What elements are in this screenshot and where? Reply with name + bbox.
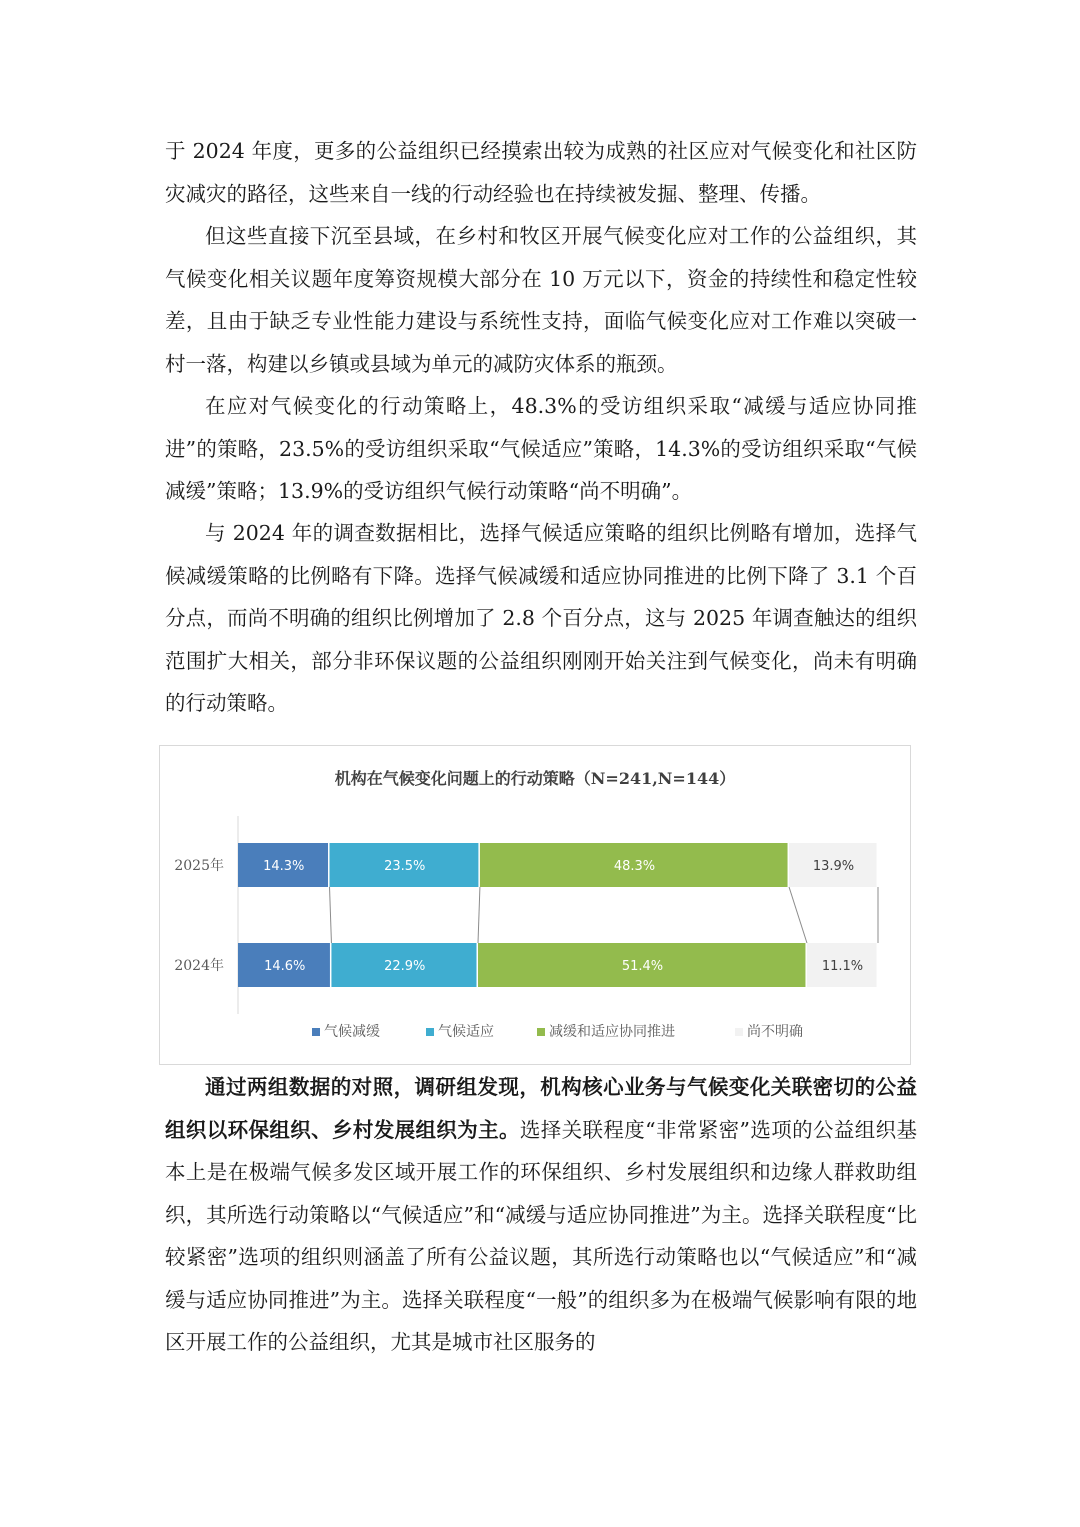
chart-legend xyxy=(160,1021,910,1041)
series-connector-line xyxy=(478,887,480,943)
data-label: 11.1% xyxy=(821,959,864,974)
paragraph-5-emphasis: 通过两组数据的对照，调研组发现，机构核心业务与气候变化关联密切的公益组织以环保组织、乡村发展组织为主。 xyxy=(165,1075,917,1142)
legend-label: 尚不明确 xyxy=(747,1024,803,1040)
paragraph-4: 与 2024 年的调查数据相比，选择气候适应策略的组织比例略有增加，选择气候减缓策略的比例略有下降。选择气候减缓和适应协同推进的比例下降了 3.1 个百分点，而尚不明确的组织比例增加了 2.8 个百分点，这与 2025 年调查触达的组织范围扩大相关，部分非环保议题的公益组织刚刚开始关注到气候变化，尚未有明确的行动策略。 xyxy=(165,521,917,715)
legend-label: 气候减缓 xyxy=(324,1024,380,1040)
data-label: 48.3% xyxy=(613,859,656,874)
series-connector-line xyxy=(330,887,332,943)
data-label: 14.3% xyxy=(263,859,305,874)
paragraph-1: 于 2024 年度，更多的公益组织已经摸索出较为成熟的社区应对气候变化和社区防灾减灾的路径，这些来自一线的行动经验也在持续被发掘、整理、传播。 xyxy=(165,139,917,206)
paragraph-3: 在应对气候变化的行动策略上，48.3%的受访组织采取“减缓与适应协同推进”的策略，23.5%的受访组织采取“气候适应”策略，14.3%的受访组织采取“气候减缓”策略；13.9%的受访组织气候行动策略“尚不明确”。 xyxy=(165,394,917,503)
category-label: 2025年 xyxy=(174,858,224,874)
paragraph-2: 但这些直接下沉至县域，在乡村和牧区开展气候变化应对工作的公益组织，其气候变化相关议题年度筹资规模大部分在 10 万元以下，资金的持续性和稳定性较差，且由于缺乏专业性能力建设与系统性支持，面临气候变化应对工作难以突破一村一落，构建以乡镇或县域为单元的减防灾体系的瓶颈。 xyxy=(165,224,917,376)
data-label: 51.4% xyxy=(621,959,664,974)
legend-item xyxy=(537,1021,675,1041)
legend-swatch xyxy=(426,1028,434,1036)
data-label: 22.9% xyxy=(384,959,426,974)
legend-item xyxy=(312,1021,380,1041)
data-label: 13.9% xyxy=(812,859,855,874)
legend-label: 减缓和适应协同推进 xyxy=(549,1024,675,1040)
chart-title: 机构在气候变化问题上的行动策略（N=241,N=144） xyxy=(334,769,736,788)
legend-item xyxy=(735,1021,803,1041)
legend-label: 气候适应 xyxy=(438,1024,494,1040)
legend-swatch xyxy=(312,1028,320,1036)
data-label: 23.5% xyxy=(384,859,426,874)
legend-item xyxy=(426,1021,494,1041)
data-label: 14.6% xyxy=(264,959,306,974)
category-label: 2024年 xyxy=(174,958,224,974)
legend-swatch xyxy=(735,1028,743,1036)
paragraph-5-body: 选择关联程度“非常紧密”选项的公益组织基本上是在极端气候多发区域开展工作的环保组织、乡村发展组织和边缘人群救助组织，其所选行动策略以“气候适应”和“减缓与适应协同推进”为主。选择关联程度“比较紧密”选项的组织则涵盖了所有公益议题，其所选行动策略也以“气候适应”和“减缓与适应协同推进”为主。选择关联程度“一般”的组织多为在极端气候影响有限的地区开展工作的公益组织，尤其是城市社区服务的 xyxy=(165,1117,917,1354)
legend-swatch xyxy=(537,1028,545,1036)
paragraph-5 xyxy=(165,1066,917,1364)
series-connector-line xyxy=(789,887,807,943)
chart-plot xyxy=(160,746,912,1066)
strategy-chart xyxy=(159,745,911,1065)
